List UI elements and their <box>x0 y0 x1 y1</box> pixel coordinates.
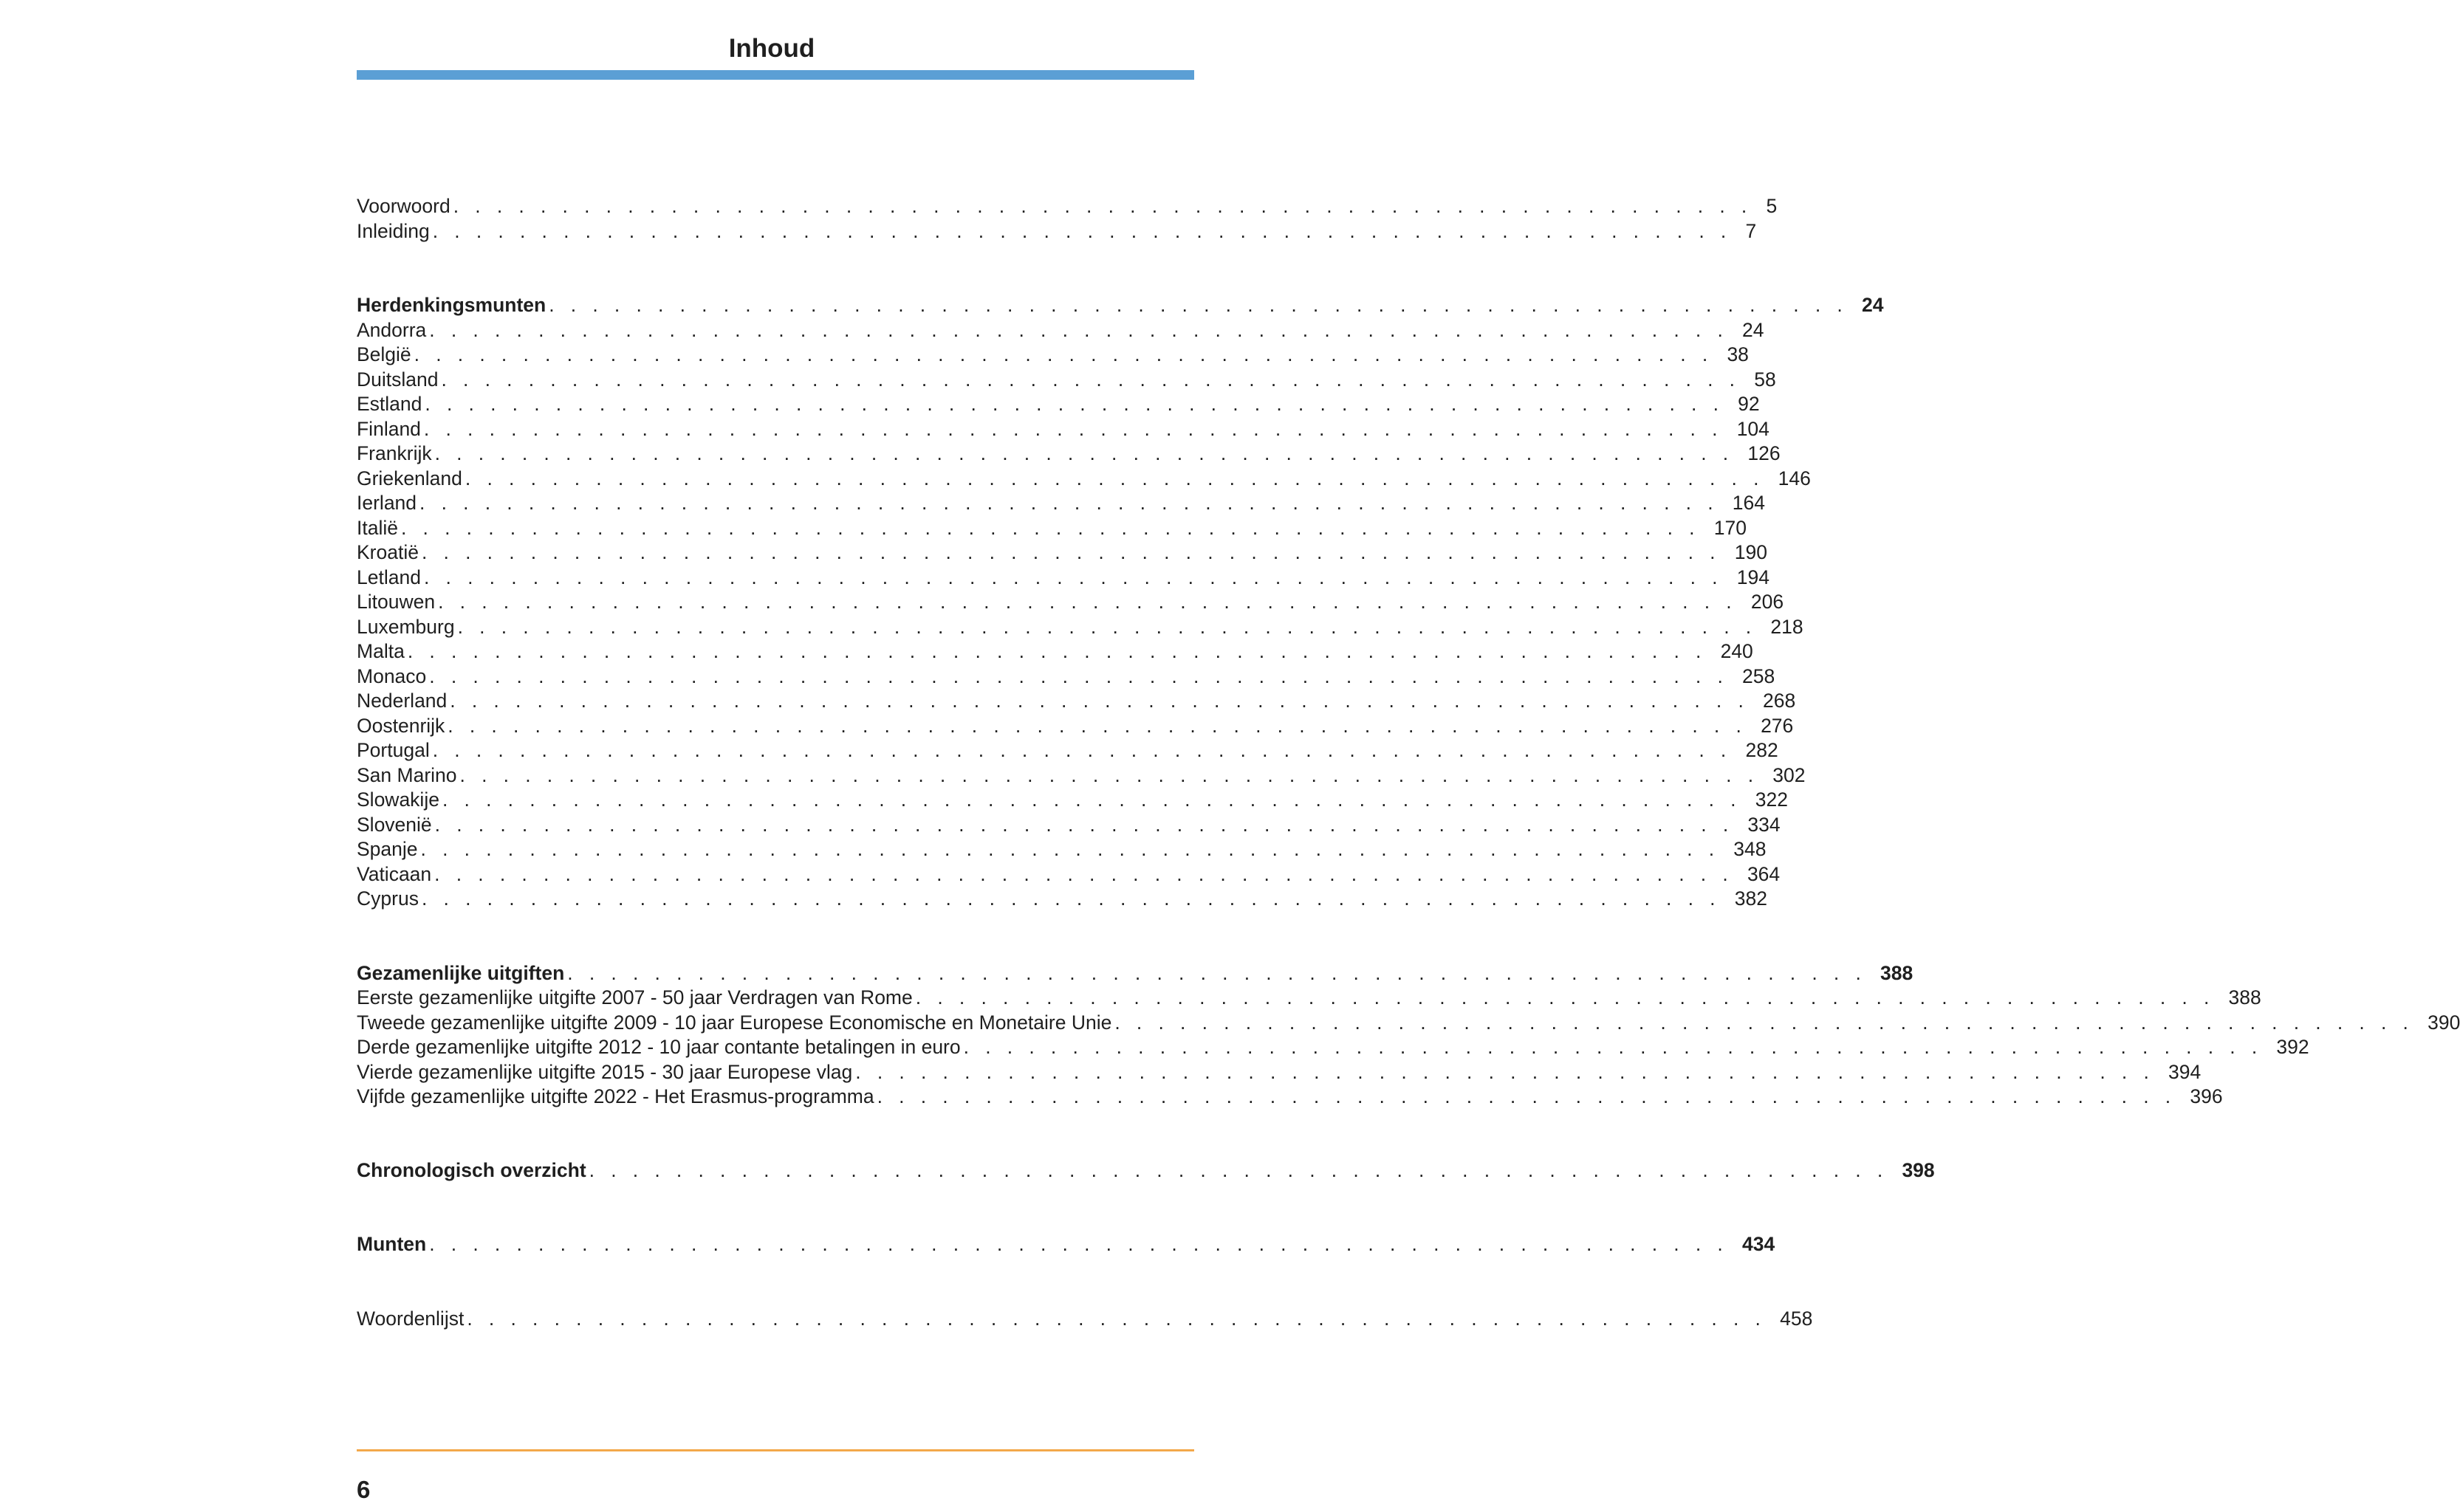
toc-entry-label: Letland <box>357 566 421 588</box>
toc-entry-page: 394 <box>2168 1061 2202 1083</box>
toc-entry <box>357 515 1747 540</box>
toc-entry-label: Gezamenlijke uitgiften <box>357 962 565 984</box>
footer-rule <box>357 1449 1194 1451</box>
toc-entry-label: België <box>357 343 411 365</box>
toc-entry <box>357 1158 1935 1183</box>
toc-entry-label: Woordenlijst <box>357 1307 465 1330</box>
toc-entry-page: 302 <box>1772 764 1806 786</box>
toc-entry-label: Finland <box>357 418 421 440</box>
toc-entry <box>357 490 1766 515</box>
toc-entry-page: 24 <box>1861 294 1884 316</box>
toc-entry-page: 104 <box>1736 418 1769 440</box>
toc-entry <box>357 292 1884 317</box>
dot-leader: ............................................................ <box>429 1233 1739 1255</box>
toc-entry-label: Derde gezamenlijke uitgifte 2012 - 10 jaar contante betalingen in euro <box>357 1036 961 1058</box>
toc-entry-page: 218 <box>1770 616 1803 638</box>
title-rule <box>357 70 1194 80</box>
dot-leader: ............................................................ <box>567 962 1878 984</box>
toc-entry-page: 170 <box>1713 517 1747 539</box>
toc-entry <box>357 886 1767 911</box>
dot-leader: ............................................................ <box>467 1307 1778 1330</box>
toc-entry-page: 164 <box>1732 492 1766 514</box>
toc-entry-page: 322 <box>1755 788 1788 811</box>
toc-entry-page: 334 <box>1747 814 1781 836</box>
toc-entry-label: Munten <box>357 1233 427 1255</box>
toc-entry <box>357 787 1788 812</box>
toc-entry-label: Italië <box>357 517 398 539</box>
toc-entry-label: Ierland <box>357 492 417 514</box>
toc-entry <box>357 466 1811 491</box>
dot-leader: ............................................................ <box>1114 1011 2425 1034</box>
dot-leader: ............................................................ <box>438 591 1748 613</box>
dot-leader: ............................................................ <box>425 393 1736 415</box>
toc-entry-page: 5 <box>1766 195 1778 217</box>
toc-entry-page: 392 <box>2276 1036 2309 1058</box>
toc-entry-label: Portugal <box>357 739 430 761</box>
toc-entry <box>357 589 1784 614</box>
toc-entry-label: Estland <box>357 393 422 415</box>
toc-entry-page: 382 <box>1734 887 1767 910</box>
toc-entry-page: 434 <box>1741 1233 1775 1255</box>
toc-entry-page: 24 <box>1742 319 1764 341</box>
dot-leader: ............................................................ <box>442 788 1753 811</box>
toc-entry-page: 282 <box>1745 739 1778 761</box>
toc-entry <box>357 614 1803 639</box>
page-number: 6 <box>357 1476 371 1503</box>
dot-leader: ............................................................ <box>414 343 1724 365</box>
toc-entry-page: 240 <box>1720 640 1753 662</box>
dot-leader: ............................................................ <box>421 887 1732 910</box>
dot-leader: ............................................................ <box>429 665 1740 687</box>
toc-entry-label: Litouwen <box>357 591 436 613</box>
toc-entry <box>357 812 1781 837</box>
toc-entry-label: Nederland <box>357 690 448 712</box>
toc-entry <box>357 639 1753 664</box>
toc-entry-page: 38 <box>1727 343 1749 365</box>
toc-entry <box>357 219 1757 244</box>
toc-entry <box>357 441 1781 466</box>
toc-entry-label: Spanje <box>357 838 418 860</box>
toc-entry-label: Oostenrijk <box>357 715 445 737</box>
toc-entry <box>357 540 1767 565</box>
dot-leader: ............................................................ <box>429 319 1740 341</box>
toc-entry-page: 258 <box>1742 665 1775 687</box>
toc-entry-label: Monaco <box>357 665 427 687</box>
dot-leader: ............................................................ <box>423 566 1734 588</box>
toc-entry-page: 396 <box>2190 1085 2223 1107</box>
toc-entry-page: 268 <box>1763 690 1796 712</box>
toc-entry <box>357 565 1769 590</box>
dot-leader: ............................................................ <box>549 294 1859 316</box>
page-title: Inhoud <box>728 34 815 63</box>
dot-leader: ............................................................ <box>441 368 1752 391</box>
dot-leader: ............................................................ <box>465 467 1775 489</box>
toc-entry-page: 146 <box>1778 467 1811 489</box>
toc-entry <box>357 367 1776 392</box>
toc-entry-label: Cyprus <box>357 887 419 910</box>
toc-entry-page: 388 <box>1880 962 1913 984</box>
toc-entry <box>357 342 1749 367</box>
toc-entry-page: 190 <box>1734 541 1767 563</box>
toc-entry <box>357 1306 1813 1331</box>
toc-entry <box>357 1010 2460 1035</box>
toc-entry <box>357 713 1794 738</box>
dot-leader: ............................................................ <box>400 517 1711 539</box>
toc-entry-page: 276 <box>1761 715 1794 737</box>
dot-leader: ............................................................ <box>453 195 1764 217</box>
toc-entry <box>357 763 1806 788</box>
dot-leader: ............................................................ <box>450 690 1761 712</box>
toc-entry <box>357 862 1781 887</box>
toc-entry-label: Voorwoord <box>357 195 450 217</box>
toc-entry <box>357 1034 2309 1059</box>
toc-entry-label: Herdenkingsmunten <box>357 294 547 316</box>
toc-entry-label: Luxemburg <box>357 616 455 638</box>
toc-entry-page: 206 <box>1750 591 1784 613</box>
toc-entry <box>357 1084 2223 1109</box>
toc-entry-label: Eerste gezamenlijke uitgifte 2007 - 50 jaar Verdragen van Rome <box>357 986 913 1008</box>
dot-leader: ............................................................ <box>432 220 1743 242</box>
toc-entry <box>357 416 1769 441</box>
dot-leader: ............................................................ <box>434 814 1745 836</box>
dot-leader: ............................................................ <box>915 986 2226 1008</box>
dot-leader: ............................................................ <box>419 492 1730 514</box>
toc-entry-page: 348 <box>1733 838 1767 860</box>
dot-leader: ............................................................ <box>459 764 1770 786</box>
toc-entry-label: San Marino <box>357 764 457 786</box>
toc-entry <box>357 985 2261 1010</box>
toc-entry-page: 126 <box>1747 442 1781 464</box>
toc-entry-page: 388 <box>2228 986 2261 1008</box>
toc-entry-label: Inleiding <box>357 220 430 242</box>
toc-entry-label: Griekenland <box>357 467 462 489</box>
toc-entry-label: Vaticaan <box>357 863 432 885</box>
toc-entry-page: 92 <box>1738 393 1760 415</box>
toc-entry-label: Andorra <box>357 319 427 341</box>
dot-leader: ............................................................ <box>963 1036 2274 1058</box>
toc-entry <box>357 1231 1775 1257</box>
toc-entry <box>357 836 1767 862</box>
toc-entry <box>357 193 1778 219</box>
dot-leader: ............................................................ <box>421 541 1732 563</box>
toc-entry-label: Chronologisch overzicht <box>357 1159 586 1181</box>
toc-entry <box>357 961 1913 986</box>
toc-entry-page: 364 <box>1747 863 1781 885</box>
dot-leader: ............................................................ <box>589 1159 1899 1181</box>
toc-entry-label: Slovenië <box>357 814 432 836</box>
dot-leader: ............................................................ <box>434 863 1744 885</box>
toc-entry-label: Malta <box>357 640 405 662</box>
toc-entry-page: 458 <box>1780 1307 1813 1330</box>
toc-entry <box>357 391 1760 416</box>
dot-leader: ............................................................ <box>434 442 1745 464</box>
dot-leader: ............................................................ <box>407 640 1718 662</box>
toc-entry-label: Vijfde gezamenlijke uitgifte 2022 - Het Erasmus-programma <box>357 1085 874 1107</box>
dot-leader: ............................................................ <box>423 418 1734 440</box>
toc-entry-label: Vierde gezamenlijke uitgifte 2015 - 30 jaar Europese vlag <box>357 1061 853 1083</box>
dot-leader: ............................................................ <box>420 838 1731 860</box>
dot-leader: ............................................................ <box>855 1061 2166 1083</box>
toc-entry-label: Frankrijk <box>357 442 432 464</box>
toc-entry-page: 194 <box>1736 566 1769 588</box>
dot-leader: ............................................................ <box>457 616 1768 638</box>
toc-entry-page: 58 <box>1754 368 1776 391</box>
dot-leader: ............................................................ <box>877 1085 2187 1107</box>
toc-entry <box>357 738 1778 763</box>
toc-entry-label: Slowakije <box>357 788 439 811</box>
toc-entry <box>357 664 1775 689</box>
dot-leader: ............................................................ <box>448 715 1758 737</box>
toc-entry-label: Tweede gezamenlijke uitgifte 2009 - 10 jaar Europese Economische en Monetaire Unie <box>357 1011 1112 1034</box>
toc-entry <box>357 317 1764 343</box>
toc-entry-page: 390 <box>2428 1011 2460 1034</box>
dot-leader: ............................................................ <box>432 739 1743 761</box>
toc-entry-label: Kroatië <box>357 541 419 563</box>
toc-entry <box>357 688 1796 713</box>
toc-entry-page: 398 <box>1902 1159 1935 1181</box>
toc-entry-page: 7 <box>1745 220 1757 242</box>
toc-entry <box>357 1059 2202 1085</box>
toc-entry-label: Duitsland <box>357 368 439 391</box>
